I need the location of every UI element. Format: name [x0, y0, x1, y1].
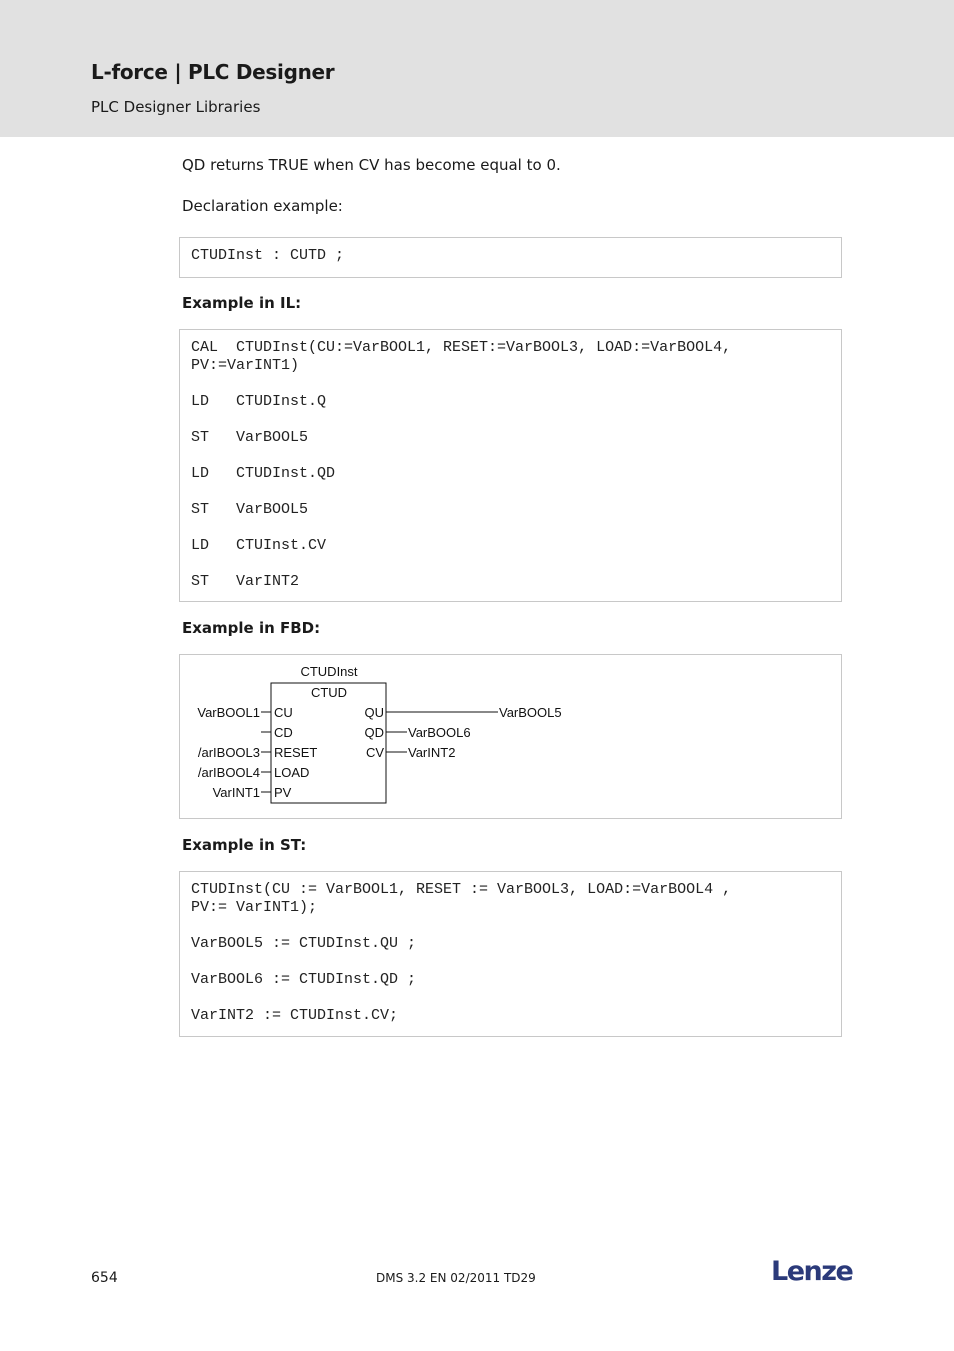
- code-blank-line: [191, 989, 830, 1007]
- code-line: PV:= VarINT1);: [191, 899, 318, 916]
- code-line: LD CTUDInst.QD: [191, 465, 336, 482]
- fbd-input-signal: /arIBOOL4: [197, 765, 260, 780]
- paragraph-qd: QD returns TRUE when CV has become equal to 0.: [182, 156, 561, 174]
- code-blank-line: [191, 917, 830, 935]
- code-line: LD CTUDInst.Q: [191, 393, 327, 410]
- fbd-instance-name: CTUDInst: [300, 664, 358, 679]
- fbd-input-signal: /arIBOOL3: [197, 745, 260, 760]
- fbd-output-qu: [365, 705, 562, 720]
- fbd-diagram: [180, 655, 841, 818]
- fbd-input-pin: CD: [274, 725, 293, 740]
- code-blank-line: [191, 375, 830, 393]
- fbd-output-pin: QU: [364, 705, 384, 720]
- code-line: ST VarBOOL5: [191, 501, 309, 518]
- fbd-output-qd: [365, 725, 471, 740]
- document-id: DMS 3.2 EN 02/2011 TD29: [376, 1271, 536, 1285]
- heading-il: Example in IL:: [182, 294, 302, 312]
- fbd-input-pin: PV: [274, 785, 292, 800]
- fbd-input-pin: RESET: [274, 745, 318, 760]
- declaration-code-block: [179, 237, 842, 278]
- il-code-block: [179, 329, 842, 602]
- code-line: CTUDInst(CU := VarBOOL1, RESET := VarBOOL3, LOAD:=VarBOOL4 ,: [191, 881, 732, 898]
- fbd-input-reset: [198, 745, 318, 760]
- heading-st: Example in ST:: [182, 836, 307, 854]
- lenze-logo: Lenze: [771, 1256, 853, 1287]
- heading-fbd: Example in FBD:: [182, 619, 321, 637]
- code-blank-line: [191, 519, 830, 537]
- fbd-input-signal: VarBOOL1: [197, 705, 260, 720]
- code-blank-line: [191, 447, 830, 465]
- fbd-input-cu: [197, 705, 292, 720]
- fbd-input-pin: LOAD: [274, 765, 310, 780]
- code-blank-line: [191, 555, 830, 573]
- st-code-block: [179, 871, 842, 1037]
- fbd-input-pv: [213, 785, 292, 800]
- code-line: VarINT2 := CTUDInst.CV;: [191, 1007, 399, 1024]
- code-line: CAL CTUDInst(CU:=VarBOOL1, RESET:=VarBOOL3, LOAD:=VarBOOL4,: [191, 339, 732, 356]
- code-blank-line: [191, 953, 830, 971]
- fbd-output-signal: VarINT2: [408, 745, 456, 760]
- code-line: CTUDInst : CUTD ;: [191, 247, 345, 264]
- code-line: PV:=VarINT1): [191, 357, 300, 374]
- page-number: 654: [91, 1270, 118, 1286]
- code-blank-line: [191, 483, 830, 501]
- code-line: VarBOOL5 := CTUDInst.QU ;: [191, 935, 417, 952]
- code-line: LD CTUInst.CV: [191, 537, 327, 554]
- section-subtitle: PLC Designer Libraries: [91, 98, 261, 116]
- fbd-output-signal: VarBOOL5: [499, 705, 562, 720]
- fbd-input-load: [198, 765, 310, 780]
- fbd-input-pin: CU: [274, 705, 293, 720]
- fbd-output-signal: VarBOOL6: [408, 725, 471, 740]
- fbd-input-signal: VarINT1: [212, 785, 260, 800]
- fbd-input-cd: [261, 725, 293, 740]
- fbd-diagram-box: [179, 654, 842, 819]
- code-line: ST VarBOOL5: [191, 429, 309, 446]
- fbd-output-pin: CV: [365, 745, 384, 760]
- code-blank-line: [191, 411, 830, 429]
- fbd-output-pin: QD: [364, 725, 384, 740]
- fbd-output-cv: [366, 745, 456, 760]
- code-line: VarBOOL6 := CTUDInst.QD ;: [191, 971, 417, 988]
- paragraph-declaration: Declaration example:: [182, 197, 343, 215]
- code-line: ST VarINT2: [191, 573, 300, 590]
- fbd-block-type: CTUD: [310, 685, 348, 700]
- page-header: [0, 0, 954, 137]
- document-title: L-force | PLC Designer: [91, 60, 335, 84]
